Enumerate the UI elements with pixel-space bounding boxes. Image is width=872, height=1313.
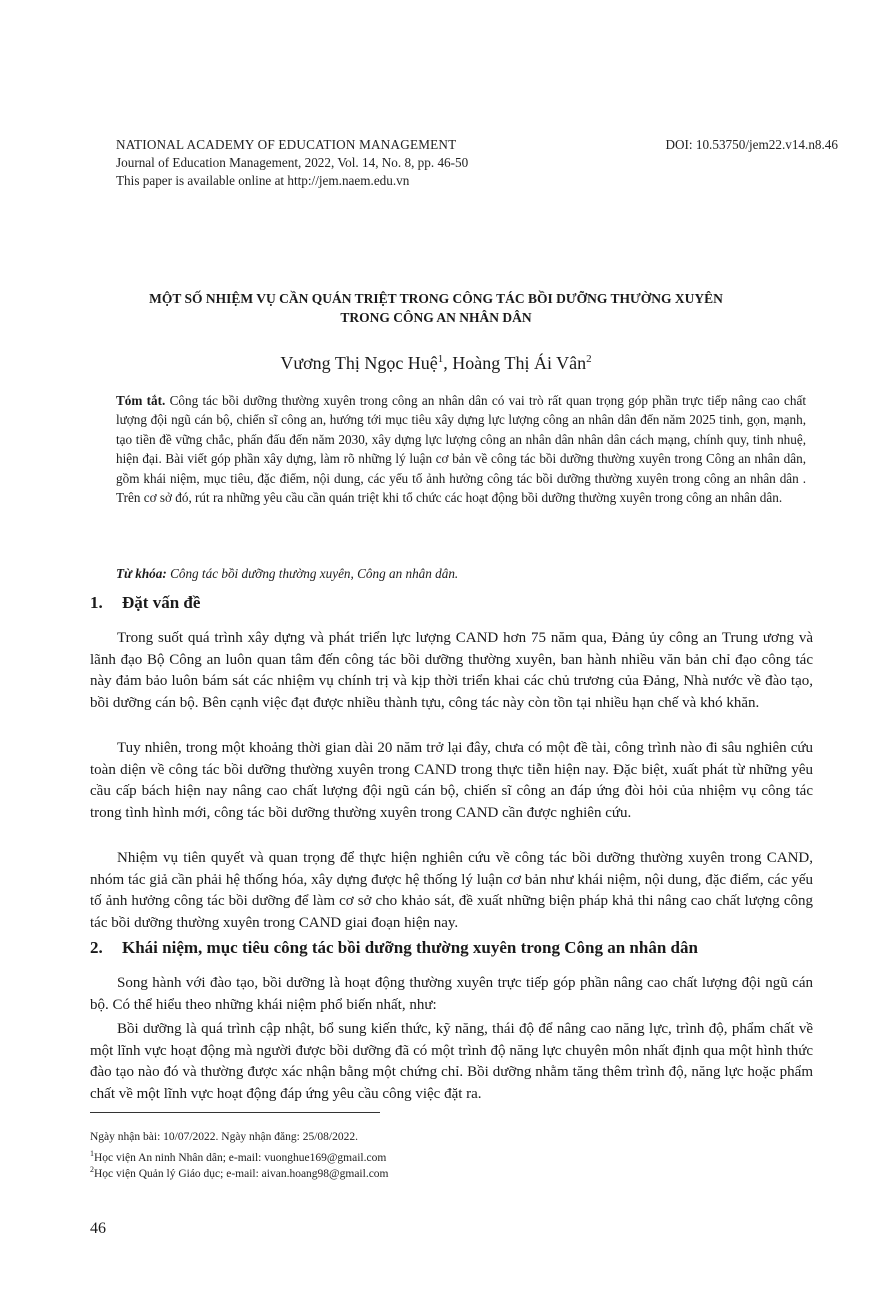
- footnote-divider: [90, 1112, 380, 1113]
- online-availability: This paper is available online at http://jem.naem.edu.vn: [116, 173, 410, 188]
- author-list: [116, 347, 756, 375]
- journal-citation: Journal of Education Management, 2022, Vol. 14, No. 8, pp. 46-50: [116, 155, 469, 170]
- keywords-text: Công tác bồi dưỡng thường xuyên, Công an nhân dân.: [166, 566, 459, 581]
- footnote-2-text: Học viện Quản lý Giáo dục; e-mail: aivan.hoang98@gmail.com: [94, 1167, 389, 1180]
- section-1-number: 1.: [90, 593, 103, 612]
- title-line-1: MỘT SỐ NHIỆM VỤ CẦN QUÁN TRIỆT TRONG CÔNG TÁC BỒI DƯỠNG THƯỜNG XUYÊN: [149, 291, 723, 306]
- keywords: [116, 564, 806, 583]
- abstract-label: Tóm tắt.: [116, 393, 166, 408]
- section-1-title: Đặt vấn đề: [122, 593, 201, 612]
- footnote-1-marker: 1: [90, 1149, 94, 1158]
- footnote-received: Ngày nhận bài: 10/07/2022. Ngày nhận đăng: 25/08/2022.: [90, 1131, 358, 1143]
- section-1-heading: [90, 592, 200, 614]
- footnote-2-marker: 2: [90, 1165, 94, 1174]
- footnote-2: [90, 1162, 389, 1182]
- journal-header: [116, 136, 468, 190]
- title-line-2: TRONG CÔNG AN NHÂN DÂN: [340, 310, 532, 325]
- abstract-text: Công tác bồi dưỡng thường xuyên trong công an nhân dân có vai trò rất quan trọng góp phần trực tiếp nâng cao chất lượng đội ngũ cán bộ, chiến sĩ công an, hướng tới mục tiêu xây dựng lực lượng công an nhân dân đến năm 2025 tinh, gọn, mạnh, tạo tiền đề vững chắc, phấn đấu đến năm 2030, xây dựng lực lượng công an nhân dân nhân dân cách mạng, chính quy, tinh nhuệ, hiện đại. Bài viết góp phần xây dựng, làm rõ những lý luận cơ bản về công tác bồi dưỡng thường xuyên trong Công an nhân dân, gồm khái niệm, mục tiêu, đặc điểm, nội dung, các yếu tố ảnh hưởng công tác bồi dưỡng thường xuyên trong công an nhân dân . Trên cơ sở đó, rút ra những yêu cầu cần quán triệt khi tổ chức các hoạt động bồi dưỡng thường xuyên trong công an nhân dân.: [116, 393, 806, 506]
- section-2-title: Khái niệm, mục tiêu công tác bồi dưỡng thường xuyên trong Công an nhân dân: [122, 938, 698, 957]
- section-1-paragraph-3: Nhiệm vụ tiên quyết và quan trọng để thực hiện nghiên cứu về công tác bồi dưỡng thường xuyên trong CAND, nhóm tác giả cần phải hệ thống hóa, xây dựng được hệ thống lý luận cơ bản như khái niệm, nội dung, đặc điểm, các yếu tố ảnh hưởng công tác bồi dưỡng để làm cơ sở cho khảo sát, đề xuất những biện pháp khả thi nâng cao chất lượng công tác bồi dưỡng thường xuyên trong CAND giai đoạn hiện nay.: [90, 850, 813, 931]
- section-1-paragraph-2: Tuy nhiên, trong một khoảng thời gian dài 20 năm trở lại đây, chưa có một đề tài, công trình nào đi sâu nghiên cứu toàn diện về công tác bồi dưỡng thường xuyên trong CAND trong thực tiễn hiện nay. Đặc biệt, xuất phát từ những yêu cầu cấp bách hiện nay nâng cao chất lượng đội ngũ cán bộ, chiến sĩ công an đáp ứng đòi hỏi của nhiệm vụ công tác trong tình hình mới, công tác bồi dưỡng thường xuyên trong CAND cần được nghiên cứu.: [90, 740, 813, 821]
- section-2-number: 2.: [90, 938, 103, 957]
- section-2-paragraph-1: Song hành với đào tạo, bồi dưỡng là hoạt động thường xuyên trực tiếp góp phần nâng cao chất lượng đội ngũ cán bộ. Có thể hiểu theo những khái niệm phổ biến nhất, như:: [90, 975, 813, 1013]
- section-2-heading: [90, 937, 698, 959]
- section-2-paragraph-2: Bồi dưỡng là quá trình cập nhật, bổ sung kiến thức, kỹ năng, thái độ để nâng cao năng lực, trình độ, phẩm chất về một lĩnh vực hoạt động mà người được bồi dưỡng đã có một trình độ năng lực chuyên môn nhất định qua một hình thức đào tạo nào đó và thường được xác nhận bằng một chứng chỉ. Bồi dưỡng nhằm tăng thêm trình độ, năng lực hoặc phẩm chất về một lĩnh vực hoạt động đáp ứng yêu cầu công việc đặt ra.: [90, 1021, 813, 1102]
- author-1-affiliation: 1: [437, 353, 444, 365]
- author-2: Hoàng Thị Ái Vân: [452, 353, 587, 373]
- footnote-1-text: Học viện An ninh Nhân dân; e-mail: vuonghue169@gmail.com: [94, 1151, 387, 1164]
- author-separator: ,: [443, 353, 453, 373]
- paper-title: [116, 289, 756, 327]
- institution-name: NATIONAL ACADEMY OF EDUCATION MANAGEMENT: [116, 137, 457, 152]
- author-1: Vương Thị Ngọc Huệ: [280, 353, 438, 373]
- abstract: [116, 391, 806, 507]
- page-number: 46: [90, 1220, 106, 1237]
- section-1-paragraph-1: Trong suốt quá trình xây dựng và phát triển lực lượng CAND hơn 75 năm qua, Đảng ủy công an Trung ương và lãnh đạo Bộ Công an luôn quan tâm đến công tác bồi dưỡng thường xuyên, ban hành nhiều văn bản chỉ đạo công tác này đảm bảo luôn bám sát các nhiệm vụ chính trị và kịp thời triển khai các chủ trương của Đảng, Nhà nước về đào tạo, bồi dưỡng cán bộ. Bên cạnh việc đạt được nhiều thành tựu, công tác này còn tồn tại nhiều hạn chế và khó khăn.: [90, 630, 813, 711]
- keywords-label: Từ khóa:: [116, 566, 167, 581]
- doi-label: DOI: 10.53750/jem22.v14.n8.46: [665, 137, 838, 152]
- author-2-affiliation: 2: [586, 353, 592, 365]
